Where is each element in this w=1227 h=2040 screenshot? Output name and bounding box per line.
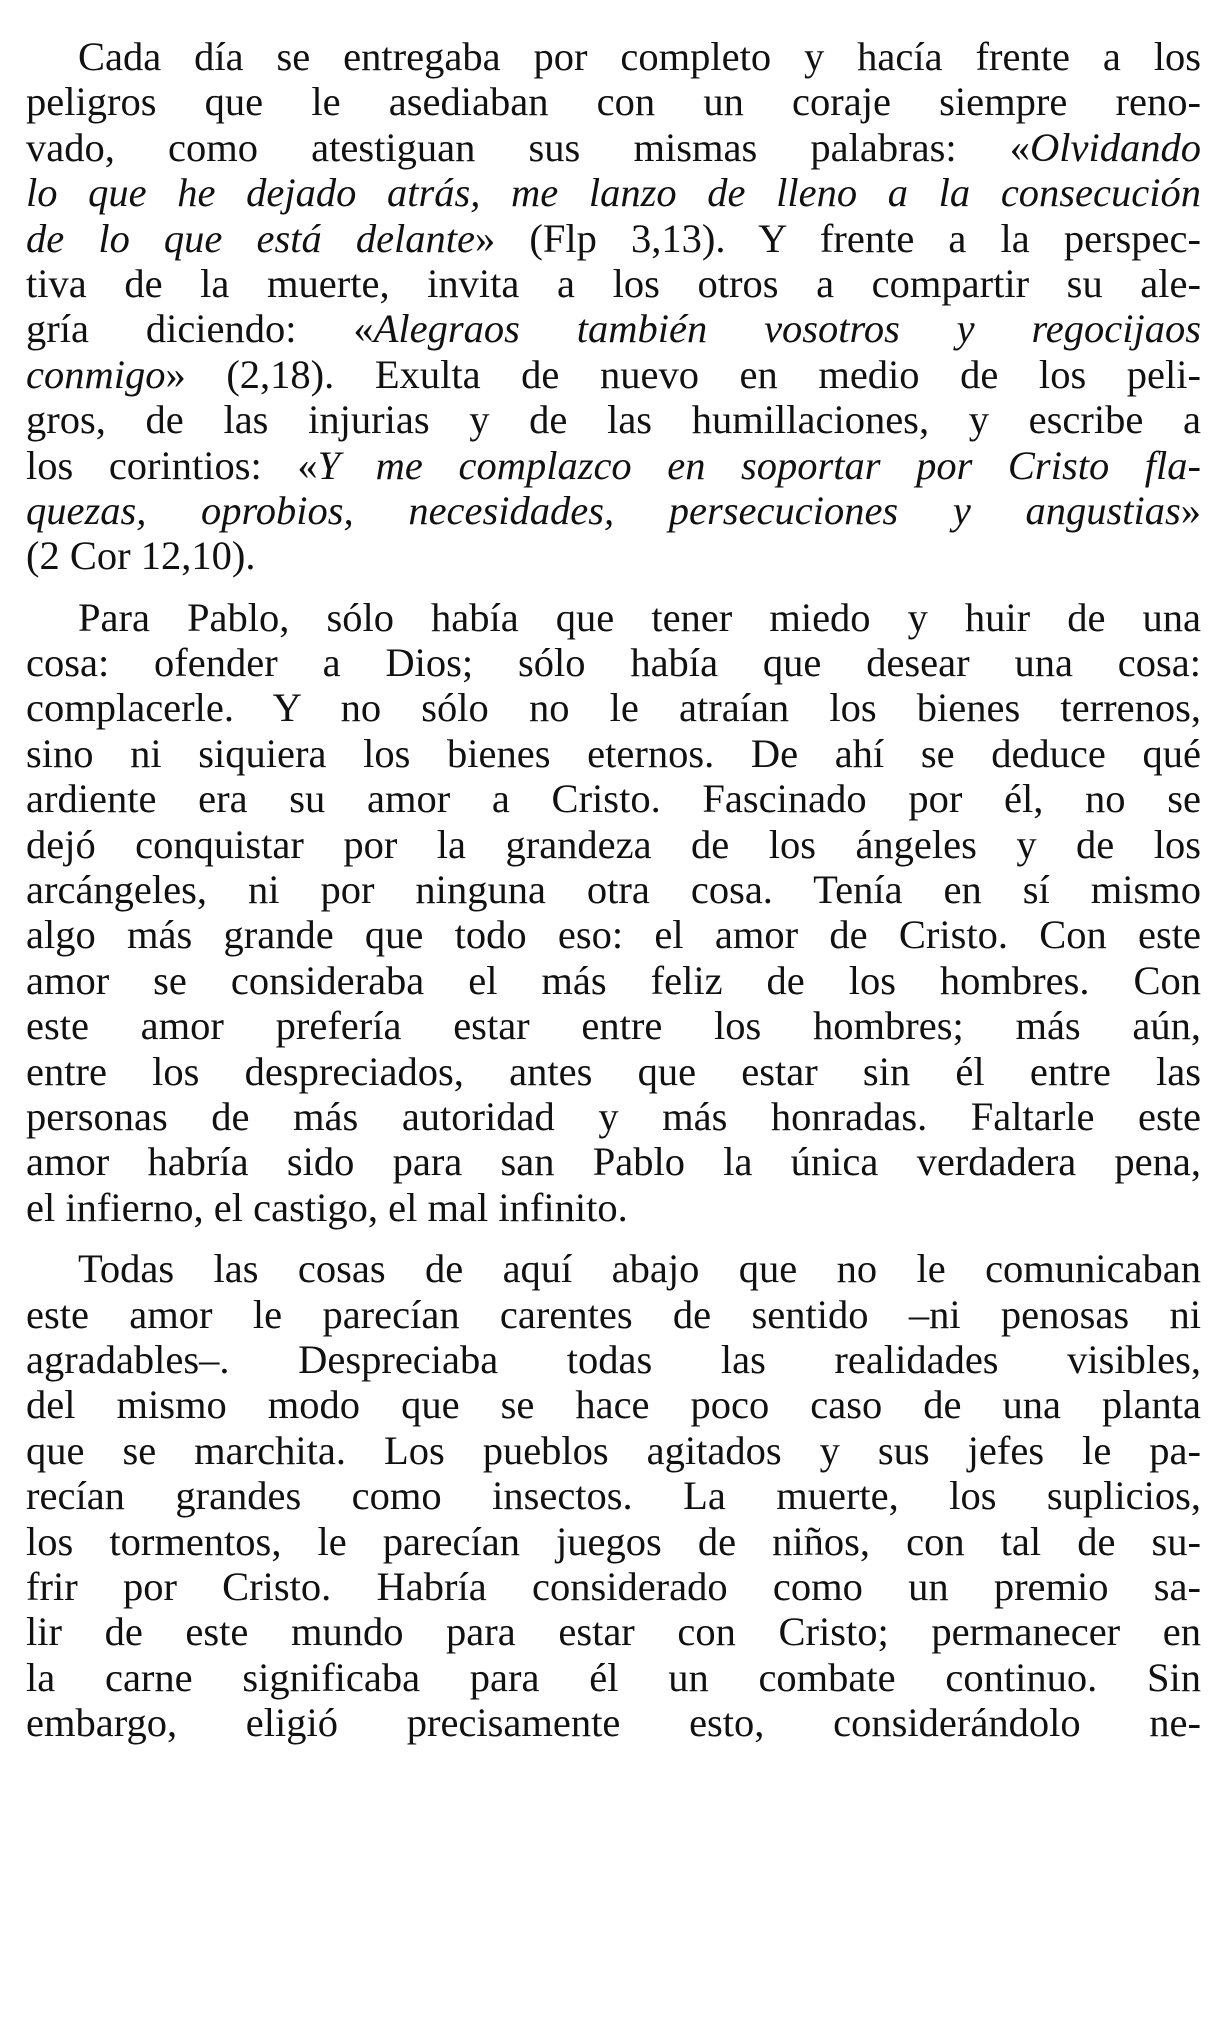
text-line: lo que he dejado atrás, me lanzo de lleno a la consecución [26,170,1201,216]
text-line: peligros que le asediaban con un coraje siempre reno- [26,79,1201,125]
text-line: entre los despreciados, antes que estar sin él entre las [26,1048,1201,1094]
paragraph-1 [26,34,1201,579]
text-line: conmigo» (2,18). Exulta de nuevo en medio de los peli- [26,351,1201,397]
text-line: Cada día se entregaba por completo y hacía frente a los [78,34,1201,79]
text-line: los tormentos, le parecían juegos de niños, con tal de su- [26,1518,1201,1564]
text-line: este amor le parecían carentes de sentido –ni penosas ni [26,1291,1201,1337]
text-line: que se marchita. Los pueblos agitados y sus jefes le pa- [26,1427,1201,1473]
text-line: gría diciendo: «Alegraos también vosotros y regocijaos [26,306,1201,352]
text-line: el infierno, el castigo, el mal infinito. [26,1184,628,1230]
text-line: cosa: ofender a Dios; sólo había que desear una cosa: [26,640,1201,686]
text-line: quezas, oprobios, necesidades, persecuciones y angustias» [26,487,1201,533]
text-line: los corintios: «Y me complazco en soportar por Cristo fla- [26,442,1201,488]
paragraph-gap [26,1230,1201,1246]
text-line: la carne significaba para él un combate continuo. Sin [26,1654,1201,1700]
text-line: tiva de la muerte, invita a los otros a compartir su ale- [26,260,1201,306]
text-line: amor habría sido para san Pablo la única verdadera pena, [26,1139,1201,1185]
text-line: recían grandes como insectos. La muerte, los suplicios, [26,1473,1201,1519]
text-line: lir de este mundo para estar con Cristo; permanecer en [26,1609,1201,1655]
paragraph-3 [26,1246,1201,1745]
text-line: arcángeles, ni por ninguna otra cosa. Tenía en sí mismo [26,867,1201,913]
text-line: frir por Cristo. Habría considerado como un premio sa- [26,1563,1201,1609]
document-page [26,34,1201,1745]
paragraph-2 [26,595,1201,1230]
text-line: gros, de las injurias y de las humillaciones, y escribe a [26,397,1201,443]
text-line: Para Pablo, sólo había que tener miedo y huir de una [78,594,1201,640]
text-line: (2 Cor 12,10). [26,533,256,579]
text-line: dejó conquistar por la grandeza de los ángeles y de los [26,821,1201,867]
text-line: amor se consideraba el más feliz de los hombres. Con [26,957,1201,1003]
text-line: del mismo modo que se hace poco caso de una planta [26,1382,1201,1428]
text-line: algo más grande que todo eso: el amor de Cristo. Con este [26,912,1201,958]
text-line: de lo que está delante» (Flp 3,13). Y frente a la perspec- [26,215,1201,261]
text-line: este amor prefería estar entre los hombres; más aún, [26,1003,1201,1049]
text-line: complacerle. Y no sólo no le atraían los bienes terrenos, [26,685,1201,731]
text-line: Todas las cosas de aquí abajo que no le comunicaban [78,1246,1201,1292]
text-line: agradables–. Despreciaba todas las realidades visibles, [26,1336,1201,1382]
text-line: sino ni siquiera los bienes eternos. De ahí se deduce qué [26,730,1201,776]
text-line: ardiente era su amor a Cristo. Fascinado por él, no se [26,776,1201,822]
text-line: vado, como atestiguan sus mismas palabras: «Olvidando [26,124,1201,170]
text-line: embargo, eligió precisamente esto, considerándolo ne- [26,1700,1201,1746]
text-line: personas de más autoridad y más honradas. Faltarle este [26,1093,1201,1139]
paragraph-gap [26,579,1201,595]
